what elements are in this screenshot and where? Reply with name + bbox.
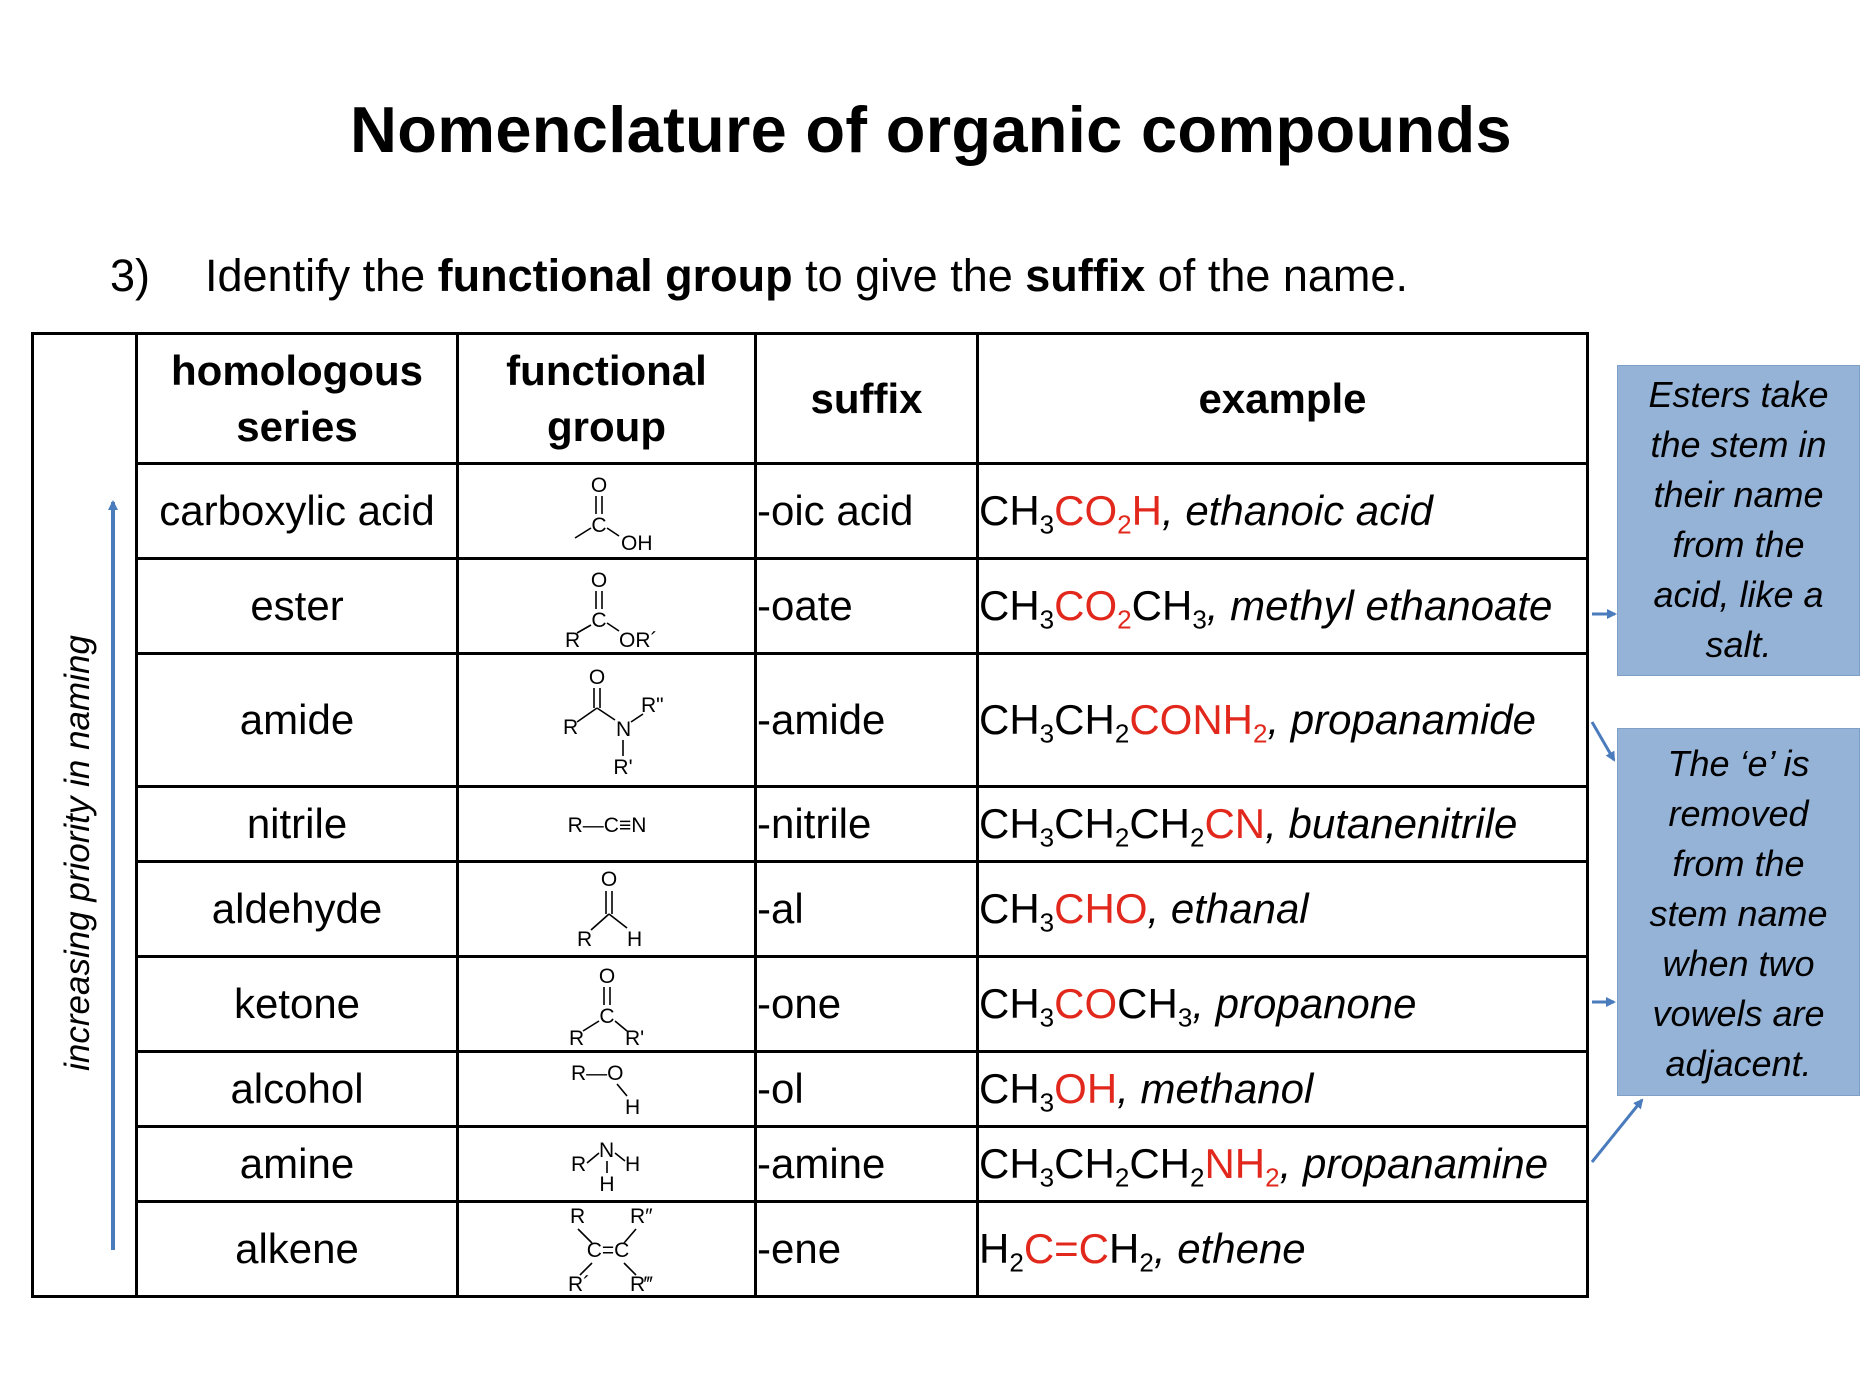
header-homologous-series: homologous series [137, 334, 458, 464]
vowels-note: The ‘e’ is removed from the stem name when two vowels are adjacent. [1617, 728, 1860, 1096]
series-cell: alcohol [137, 1052, 458, 1127]
suffix-cell: -nitrile [756, 787, 978, 862]
instruction-bold-suffix: suffix [1025, 250, 1146, 301]
suffix-cell: -amide [756, 654, 978, 787]
suffix-cell: -ene [756, 1202, 978, 1297]
svg-text:O: O [588, 666, 605, 689]
example-cell: $CH_3CO_2H$, ethanoic acid [978, 464, 1588, 559]
svg-text:C: C [590, 609, 607, 632]
svg-text:R‴: R‴ [629, 1273, 653, 1295]
pointer-arrow-amide [1592, 722, 1614, 760]
svg-text:C=C: C=C [586, 1239, 629, 1262]
example-cell: $CH_3CH_2CH_2CN$, butanenitrile [978, 787, 1588, 862]
header-functional-group: functional group [458, 334, 756, 464]
svg-text:OH: OH [620, 532, 652, 555]
svg-text:R": R" [640, 694, 664, 717]
svg-text:N: N [598, 1139, 614, 1162]
series-cell: amide [137, 654, 458, 787]
example-cell: $CH_3CH_2CH_2NH_2$, propanamine [978, 1127, 1588, 1202]
svg-text:R″: R″ [629, 1205, 653, 1228]
esters-note: Esters take the stem in their name from the acid, like a salt. [1617, 365, 1860, 676]
suffix-cell: -one [756, 957, 978, 1052]
series-cell: ester [137, 559, 458, 654]
svg-text:R—O: R—O [570, 1062, 623, 1085]
series-cell: amine [137, 1127, 458, 1202]
svg-text:C: C [590, 514, 607, 537]
step-number: 3) [110, 250, 151, 301]
svg-text:R: R [568, 1027, 584, 1049]
page-title: Nomenclature of organic compounds [350, 93, 1512, 166]
svg-text:R: R [576, 928, 592, 951]
svg-text:O: O [598, 965, 615, 988]
svg-text:OR´: OR´ [618, 629, 657, 651]
svg-text:O: O [600, 868, 617, 891]
instruction-text-2: to give the [792, 250, 1026, 301]
header-suffix: suffix [756, 334, 978, 464]
instruction-text-1: Identify the [205, 250, 438, 301]
series-cell: alkene [137, 1202, 458, 1297]
svg-text:R: R [564, 629, 580, 651]
series-cell: ketone [137, 957, 458, 1052]
svg-text:H: H [624, 1153, 640, 1176]
suffix-cell: -al [756, 862, 978, 957]
svg-text:R´: R´ [567, 1273, 590, 1295]
example-cell: $CH_3CHO$, ethanal [978, 862, 1588, 957]
svg-text:C: C [598, 1005, 615, 1028]
svg-text:H: H [624, 1096, 640, 1119]
svg-text:R': R' [612, 756, 633, 779]
svg-text:N: N [615, 718, 631, 741]
series-cell: carboxylic acid [137, 464, 458, 559]
example-cell: $CH_3OH$, methanol [978, 1052, 1588, 1127]
series-cell: nitrile [137, 787, 458, 862]
suffix-cell: -oate [756, 559, 978, 654]
suffix-cell: -ol [756, 1052, 978, 1127]
example-cell: $CH_3CH_2CONH_2$, propanamide [978, 654, 1588, 787]
svg-text:R—C≡N: R—C≡N [567, 814, 646, 837]
svg-text:R': R' [624, 1027, 644, 1049]
suffix-cell: -oic acid [756, 464, 978, 559]
priority-axis-label: increasing priority in naming [58, 635, 97, 1071]
svg-text:R: R [562, 716, 578, 739]
svg-text:H: H [598, 1173, 615, 1196]
series-cell: aldehyde [137, 862, 458, 957]
svg-text:O: O [590, 474, 607, 497]
svg-text:R: R [570, 1153, 586, 1176]
example-cell: $CH_3COCH_3$, propanone [978, 957, 1588, 1052]
instruction-bold-functional-group: functional group [437, 250, 793, 301]
svg-text:H: H [626, 928, 642, 951]
svg-text:R: R [569, 1205, 585, 1228]
suffix-cell: -amine [756, 1127, 978, 1202]
header-example: example [978, 334, 1588, 464]
pointer-arrow-amine [1592, 1100, 1642, 1162]
example-cell: $CH_3CO_2CH_3$, methyl ethanoate [978, 559, 1588, 654]
svg-text:O: O [590, 569, 607, 592]
example-cell: $H_2C=CH_2$, ethene [978, 1202, 1588, 1297]
instruction-text-3: of the name. [1145, 250, 1408, 301]
